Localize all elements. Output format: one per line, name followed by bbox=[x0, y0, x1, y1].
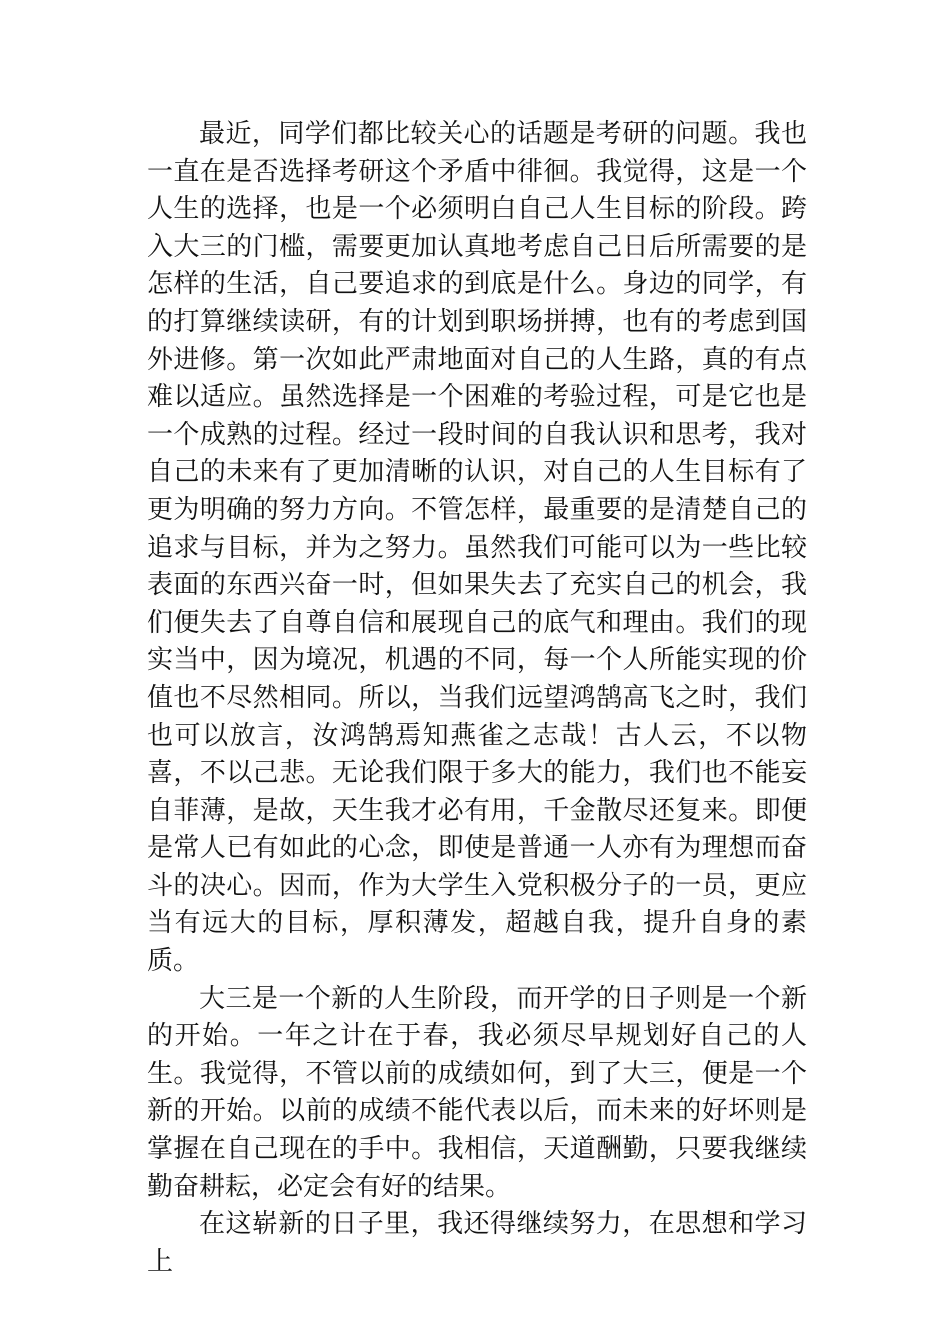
paragraph-2: 大三是一个新的人生阶段，而开学的日子则是一个新的开始。一年之计在于春，我必须尽早规划好自己的人生。我觉得，不管以前的成绩如何，到了大三，便是一个新的开始。以前的成绩不能代表以后，而未来的好坏则是掌握在自己现在的手中。我相信，天道酬勤，只要我继续勤奋耕耘，必定会有好的结果。 bbox=[147, 983, 807, 1202]
document-body bbox=[147, 116, 807, 1281]
paragraph-3: 在这崭新的日子里，我还得继续努力，在思想和学习上 bbox=[147, 1209, 807, 1277]
paragraph-1: 最近，同学们都比较关心的话题是考研的问题。我也一直在是否选择考研这个矛盾中徘徊。我觉得，这是一个人生的选择，也是一个必须明白自己人生目标的阶段。跨入大三的门槛，需要更加认真地考虑自己日后所需要的是怎样的生活，自己要追求的到底是什么。身边的同学，有的打算继续读研，有的计划到职场拼搏，也有的考虑到国外进修。第一次如此严肃地面对自己的人生路，真的有点难以适应。虽然选择是一个困难的考验过程，可是它也是一个成熟的过程。经过一段时间的自我认识和思考，我对自己的未来有了更加清晰的认识，对自己的人生目标有了更为明确的努力方向。不管怎样，最重要的是清楚自己的追求与目标，并为之努力。虽然我们可能可以为一些比较表面的东西兴奋一时，但如果失去了充实自己的机会，我们便失去了自尊自信和展现自己的底气和理由。我们的现实当中，因为境况，机遇的不同，每一个人所能实现的价值也不尽然相同。所以，当我们远望鸿鹄高飞之时，我们也可以放言，汝鸿鹄焉知燕雀之志哉！古人云，不以物喜，不以己悲。无论我们限于多大的能力，我们也不能妄自菲薄，是故，天生我才必有用，千金散尽还复来。即便是常人已有如此的心念，即使是普通一人亦有为理想而奋斗的决心。因而，作为大学生入党积极分子的一员，更应当有远大的目标，厚积薄发，超越自我，提升自身的素质。 bbox=[147, 119, 807, 977]
